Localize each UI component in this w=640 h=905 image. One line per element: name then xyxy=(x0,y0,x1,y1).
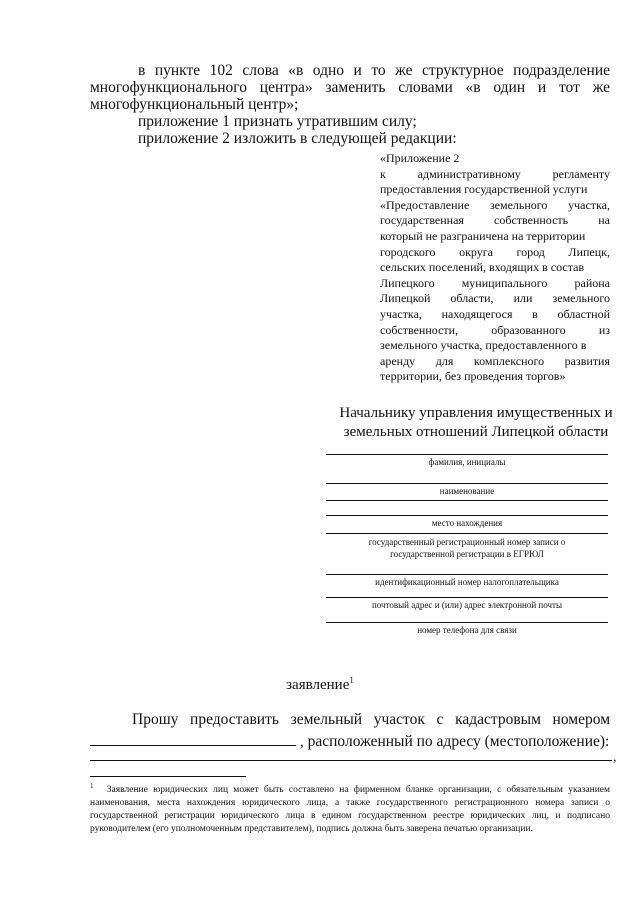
appendix-line: который не разграничена на территории xyxy=(380,228,586,243)
field-caption: номер телефона для связи xyxy=(417,625,517,635)
body-text: , расположенный по адресу (местоположение): xyxy=(299,733,610,750)
field-location[interactable] xyxy=(326,515,608,533)
field-caption: государственной регистрации в ЕГРЮЛ xyxy=(390,549,544,559)
field-name[interactable] xyxy=(326,454,608,483)
address-blank-line[interactable] xyxy=(90,760,612,761)
paragraph-appendix-2 xyxy=(90,130,610,147)
applicant-fields xyxy=(326,454,608,639)
field-email[interactable] xyxy=(326,597,608,622)
cadastral-number-blank[interactable] xyxy=(90,731,296,746)
field-caption: место нахождения xyxy=(431,518,503,528)
addressee-line: Начальнику управления имущественных и xyxy=(339,405,613,421)
field-blank[interactable] xyxy=(326,500,608,515)
paragraph-line: в пункте 102 слова «в одно и то же структурное подразделение xyxy=(138,62,610,79)
appendix-line: земельного участка, предоставленного в xyxy=(380,338,587,353)
footnote xyxy=(90,780,610,835)
footnote-separator xyxy=(90,776,246,777)
appendix-header xyxy=(380,151,610,385)
paragraph-line: многофункциональный центр»; xyxy=(90,96,299,113)
field-caption: государственный регистрационный номер записи о xyxy=(368,537,566,547)
appendix-line: государственная собственность на xyxy=(380,213,610,228)
paragraph-appendix-1 xyxy=(90,113,610,130)
addressee-line: земельных отношений Липецкой области xyxy=(343,424,609,440)
application-body-line xyxy=(90,731,610,751)
appendix-line: городского округа город Липецк, xyxy=(380,244,610,259)
application-title xyxy=(0,677,640,694)
field-phone[interactable] xyxy=(326,622,608,639)
paragraph-item-102 xyxy=(90,62,610,113)
field-caption: идентификационный номер налогоплательщика xyxy=(375,577,559,587)
trailing-comma: , xyxy=(613,750,617,765)
footnote-reference: 1 xyxy=(349,675,354,685)
appendix-line: сельских поселений, входящих в состав xyxy=(380,260,585,275)
body-text: Прошу предоставить земельный участок с кадастровым номером xyxy=(132,711,610,728)
appendix-line: Липецкой области, или земельного xyxy=(380,291,610,306)
appendix-line: участка, находящегося в областной xyxy=(380,306,610,321)
paragraph-line: многофункционального центра» заменить словами «в один и тот же xyxy=(90,79,610,96)
field-registration[interactable] xyxy=(326,533,608,574)
appendix-line: собственности, образованного из xyxy=(380,322,610,337)
appendix-line: предоставления государственной услуги xyxy=(380,182,588,197)
field-caption: наименование xyxy=(439,486,495,496)
footnote-mark: 1 xyxy=(90,782,94,790)
field-caption: почтовый адрес и (или) адрес электронной почты xyxy=(371,600,563,610)
appendix-line: «Предоставление земельного участка, xyxy=(380,197,610,212)
addressee-block xyxy=(336,404,616,442)
paragraph-line: приложение 1 признать утратившим силу; xyxy=(138,113,417,130)
title-text: заявление xyxy=(286,677,350,693)
paragraph-line: приложение 2 изложить в следующей редакции: xyxy=(138,130,457,147)
application-body-line xyxy=(90,710,610,729)
appendix-line: Липецкого муниципального района xyxy=(380,275,610,290)
footnote-text: Заявление юридических лиц может быть составлено на фирменном бланке организации, с обязательным указанием наименования, места нахождения юридического лица, а также государственного регистрационного номера записи о государственной регистрации юридического лица в едином государственном реестре юридических лиц, и подписано руководителем (его уполномоченным представителем), подпись должна быть заверена печатью организации. xyxy=(90,785,611,834)
field-org[interactable] xyxy=(326,483,608,500)
field-inn[interactable] xyxy=(326,574,608,597)
field-caption: фамилия, инициалы xyxy=(428,457,506,467)
appendix-line: аренду для комплексного развития xyxy=(380,353,610,368)
appendix-line: к административному регламенту xyxy=(380,166,610,181)
appendix-line: территории, без проведения торгов» xyxy=(380,369,566,384)
appendix-line: «Приложение 2 xyxy=(380,151,460,165)
